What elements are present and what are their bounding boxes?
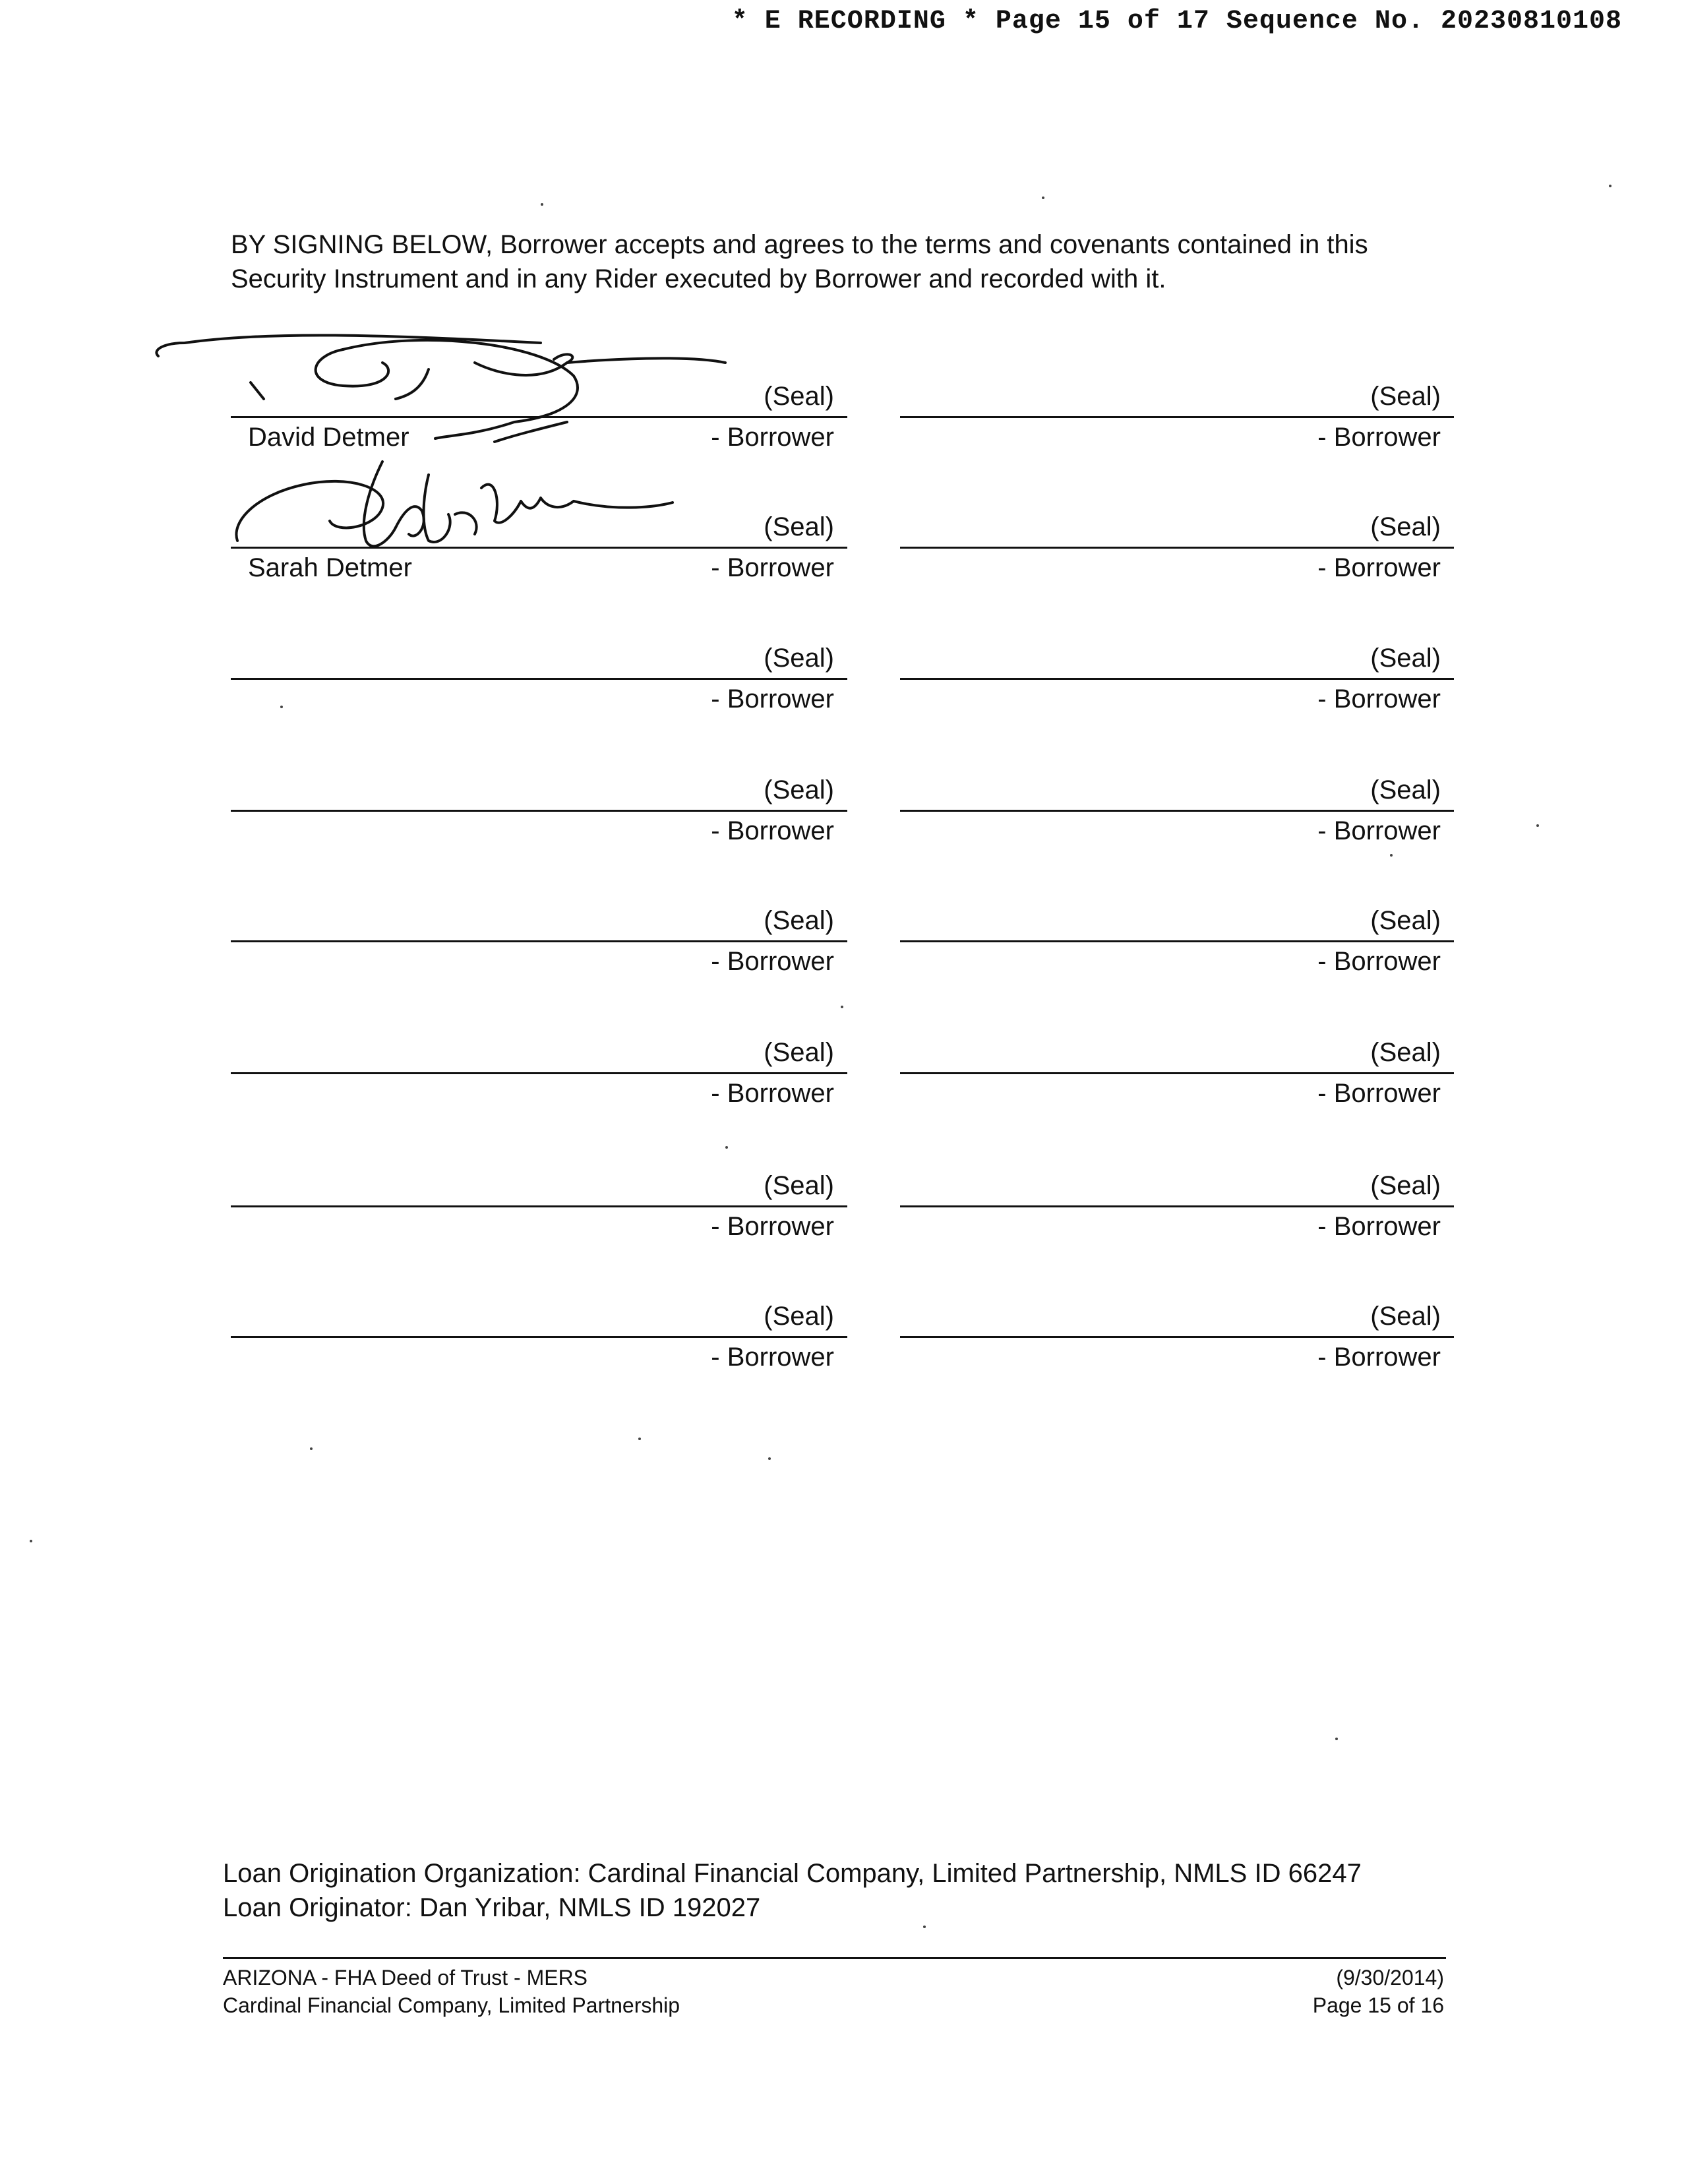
signature-line — [900, 416, 1454, 418]
role-label: - Borrower — [1317, 947, 1441, 976]
signature-row — [0, 641, 1688, 733]
role-label: - Borrower — [1317, 684, 1441, 713]
signature-block — [231, 641, 847, 733]
seal-label: (Seal) — [764, 775, 834, 804]
signature-line — [231, 1205, 847, 1207]
signature-row — [0, 510, 1688, 602]
signature-row — [0, 1168, 1688, 1261]
scan-speck — [1335, 1738, 1338, 1740]
seal-label: (Seal) — [1370, 1038, 1441, 1067]
footer-right — [1313, 1964, 1444, 2019]
scan-speck — [923, 1926, 926, 1928]
role-label: - Borrower — [1317, 553, 1441, 582]
signer-name: Sarah Detmer — [248, 553, 412, 582]
signature-line — [900, 678, 1454, 680]
signature-block — [900, 1035, 1454, 1128]
signature-line — [900, 1072, 1454, 1074]
seal-label: (Seal) — [764, 1038, 834, 1067]
role-label: - Borrower — [711, 1212, 834, 1241]
loan-originator-info — [223, 1856, 1362, 1925]
role-label: - Borrower — [1317, 1079, 1441, 1108]
seal-label: (Seal) — [764, 382, 834, 411]
role-label: - Borrower — [711, 947, 834, 976]
signature-line — [231, 940, 847, 942]
signature-line — [900, 1205, 1454, 1207]
signature-block — [231, 773, 847, 865]
role-label: - Borrower — [1317, 1343, 1441, 1372]
signature-line — [900, 547, 1454, 549]
role-label: - Borrower — [1317, 816, 1441, 845]
signature-block — [231, 1168, 847, 1261]
seal-label: (Seal) — [1370, 382, 1441, 411]
seal-label: (Seal) — [1370, 512, 1441, 541]
recording-header: * E RECORDING * Page 15 of 17 Sequence No. 20230810108 — [731, 7, 1622, 36]
scan-speck — [1390, 854, 1393, 857]
signature-row — [0, 1035, 1688, 1128]
role-label: - Borrower — [711, 816, 834, 845]
scan-speck — [280, 706, 283, 708]
seal-label: (Seal) — [764, 1171, 834, 1200]
signature-block — [231, 1035, 847, 1128]
seal-label: (Seal) — [1370, 906, 1441, 935]
scan-speck — [725, 1146, 728, 1149]
signature-line — [900, 1336, 1454, 1338]
scan-speck — [1609, 185, 1612, 187]
seal-label: (Seal) — [1370, 775, 1441, 804]
signature-block — [231, 510, 847, 602]
signature-row — [0, 1299, 1688, 1391]
role-label: - Borrower — [711, 1343, 834, 1372]
scan-speck — [638, 1438, 641, 1440]
scan-speck — [310, 1447, 313, 1450]
signature-line — [231, 678, 847, 680]
role-label: - Borrower — [711, 684, 834, 713]
signature-line — [231, 810, 847, 812]
role-label: - Borrower — [711, 553, 834, 582]
signature-block — [231, 1299, 847, 1391]
seal-label: (Seal) — [1370, 1171, 1441, 1200]
signature-block — [900, 1299, 1454, 1391]
signing-statement: BY SIGNING BELOW, Borrower accepts and agrees to the terms and covenants contained in this Security Instrument and in any Rider executed by Borrower and recorded with it. — [231, 230, 1368, 293]
role-label: - Borrower — [711, 1079, 834, 1108]
signature-block — [900, 379, 1454, 471]
footer-divider — [223, 1957, 1446, 1959]
signature-row — [0, 903, 1688, 996]
seal-label: (Seal) — [764, 1302, 834, 1331]
signature-row — [0, 379, 1688, 471]
scan-speck — [841, 1006, 843, 1008]
lender-name: Cardinal Financial Company, Limited Partnership — [223, 1993, 680, 2017]
page-number: Page 15 of 16 — [1312, 1993, 1444, 2017]
scan-speck — [1042, 197, 1044, 199]
role-label: - Borrower — [1317, 1212, 1441, 1241]
scan-speck — [541, 203, 543, 206]
loan-originator: Loan Originator: Dan Yribar, NMLS ID 192027 — [223, 1893, 761, 1922]
seal-label: (Seal) — [764, 906, 834, 935]
form-title: ARIZONA - FHA Deed of Trust - MERS — [223, 1966, 588, 1989]
seal-label: (Seal) — [764, 512, 834, 541]
seal-label: (Seal) — [1370, 1302, 1441, 1331]
signature-line — [231, 416, 847, 418]
signature-line — [231, 1072, 847, 1074]
loan-origination-organization: Loan Origination Organization: Cardinal Financial Company, Limited Partnership, NMLS ID 66247 — [223, 1859, 1362, 1888]
signature-block — [231, 379, 847, 471]
role-label: - Borrower — [1317, 423, 1441, 452]
signature-block — [900, 1168, 1454, 1261]
scan-speck — [768, 1457, 771, 1460]
role-label: - Borrower — [711, 423, 834, 452]
scan-speck — [30, 1540, 32, 1542]
signature-block — [900, 773, 1454, 865]
form-date: (9/30/2014) — [1336, 1966, 1444, 1989]
signature-line — [231, 547, 847, 549]
seal-label: (Seal) — [1370, 644, 1441, 673]
seal-label: (Seal) — [764, 644, 834, 673]
signature-block — [900, 903, 1454, 996]
signature-line — [900, 810, 1454, 812]
signature-line — [231, 1336, 847, 1338]
scan-speck — [1536, 824, 1539, 827]
signature-block — [900, 641, 1454, 733]
signer-name: David Detmer — [248, 423, 409, 452]
signature-block — [231, 903, 847, 996]
signature-block — [900, 510, 1454, 602]
signature-row — [0, 773, 1688, 865]
footer-left — [223, 1964, 680, 2019]
signature-line — [900, 940, 1454, 942]
